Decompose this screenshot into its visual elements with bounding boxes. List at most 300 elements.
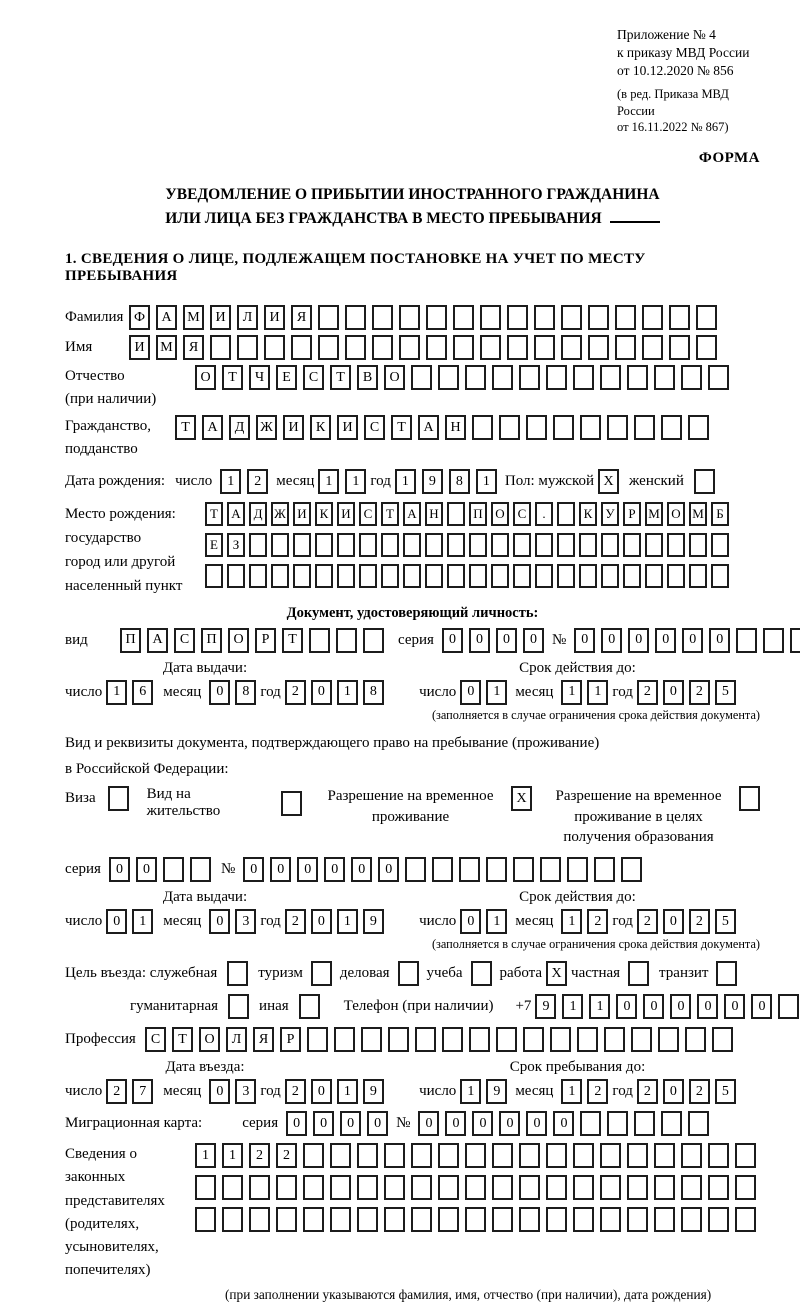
patronymic-cell[interactable]: Т bbox=[330, 365, 351, 390]
id-doc-series-cell[interactable]: 0 bbox=[442, 628, 463, 653]
representatives-cell[interactable] bbox=[222, 1175, 243, 1200]
birthplace-cell[interactable]: Р bbox=[623, 502, 641, 526]
rvp-number-cell[interactable]: 0 bbox=[297, 857, 318, 882]
stay-month-cell[interactable]: 2 bbox=[587, 1079, 608, 1104]
id-issue-day-cell[interactable]: 1 bbox=[106, 680, 127, 705]
birthplace-cell[interactable] bbox=[381, 533, 399, 557]
rvp-series-cell[interactable] bbox=[163, 857, 184, 882]
birthplace-cell[interactable]: Т bbox=[205, 502, 223, 526]
profession-cell[interactable] bbox=[685, 1027, 706, 1052]
birthplace-cell[interactable] bbox=[623, 533, 641, 557]
surname-cell[interactable] bbox=[615, 305, 636, 330]
rvp-series-cell[interactable]: 0 bbox=[136, 857, 157, 882]
birthplace-cell[interactable]: Н bbox=[425, 502, 443, 526]
id-valid-year-cell[interactable]: 2 bbox=[637, 680, 658, 705]
name-cell[interactable] bbox=[210, 335, 231, 360]
representatives-cell[interactable] bbox=[708, 1207, 729, 1232]
representatives-cell[interactable] bbox=[357, 1143, 378, 1168]
citizenship-cell[interactable]: А bbox=[202, 415, 223, 440]
representatives-cell[interactable] bbox=[438, 1207, 459, 1232]
representatives-cell[interactable]: 1 bbox=[222, 1143, 243, 1168]
representatives-cell[interactable] bbox=[303, 1207, 324, 1232]
birthplace-cell[interactable] bbox=[359, 564, 377, 588]
birthplace-cell[interactable] bbox=[711, 564, 729, 588]
rvp-number-cell[interactable]: 0 bbox=[270, 857, 291, 882]
id-valid-year-cell[interactable]: 0 bbox=[663, 680, 684, 705]
birthplace-cell[interactable]: С bbox=[513, 502, 531, 526]
citizenship-cell[interactable]: И bbox=[283, 415, 304, 440]
representatives-cell[interactable] bbox=[708, 1175, 729, 1200]
citizenship-cell[interactable]: И bbox=[337, 415, 358, 440]
id-valid-year-cell[interactable]: 2 bbox=[689, 680, 710, 705]
profession-cell[interactable] bbox=[442, 1027, 463, 1052]
name-cell[interactable] bbox=[291, 335, 312, 360]
citizenship-cell[interactable] bbox=[472, 415, 493, 440]
id-issue-year-cell[interactable]: 0 bbox=[311, 680, 332, 705]
phone-cell[interactable]: 1 bbox=[589, 994, 610, 1019]
residence-permit-checkbox-cell[interactable] bbox=[281, 791, 302, 816]
birthplace-cell[interactable] bbox=[645, 533, 663, 557]
rvp-number-cell[interactable] bbox=[486, 857, 507, 882]
birthplace-cell[interactable] bbox=[601, 564, 619, 588]
entry-day-cell[interactable]: 7 bbox=[132, 1079, 153, 1104]
surname-cell[interactable]: И bbox=[264, 305, 285, 330]
profession-cell[interactable]: Я bbox=[253, 1027, 274, 1052]
surname-cell[interactable]: Я bbox=[291, 305, 312, 330]
citizenship-cell[interactable] bbox=[580, 415, 601, 440]
id-doc-series-cell[interactable]: 0 bbox=[496, 628, 517, 653]
birthplace-cell[interactable]: К bbox=[579, 502, 597, 526]
citizenship-cell[interactable]: Т bbox=[175, 415, 196, 440]
representatives-cell[interactable]: 1 bbox=[195, 1143, 216, 1168]
id-doc-type-cell[interactable]: С bbox=[174, 628, 195, 653]
profession-cell[interactable] bbox=[415, 1027, 436, 1052]
citizenship-cell[interactable] bbox=[634, 415, 655, 440]
representatives-cell[interactable] bbox=[546, 1143, 567, 1168]
rvp-valid-month-cell[interactable]: 1 bbox=[561, 909, 582, 934]
patronymic-cell[interactable] bbox=[492, 365, 513, 390]
visa-checkbox-cell[interactable] bbox=[108, 786, 129, 811]
birthplace-cell[interactable] bbox=[359, 533, 377, 557]
rvp-edu-checkbox-cell[interactable] bbox=[739, 786, 760, 811]
purpose-business-checkbox-cell[interactable] bbox=[398, 961, 419, 986]
phone-cell[interactable]: 0 bbox=[724, 994, 745, 1019]
patronymic-cell[interactable] bbox=[573, 365, 594, 390]
profession-cell[interactable]: Л bbox=[226, 1027, 247, 1052]
representatives-cell[interactable] bbox=[438, 1143, 459, 1168]
purpose-work-checkbox-cell[interactable]: X bbox=[546, 961, 567, 986]
representatives-cell[interactable] bbox=[195, 1207, 216, 1232]
rvp-number-cell[interactable] bbox=[459, 857, 480, 882]
birthplace-cell[interactable]: Д bbox=[249, 502, 267, 526]
representatives-cell[interactable] bbox=[492, 1143, 513, 1168]
birthplace-cell[interactable]: Е bbox=[205, 533, 223, 557]
representatives-cell[interactable] bbox=[411, 1143, 432, 1168]
representatives-cell[interactable]: 2 bbox=[249, 1143, 270, 1168]
id-issue-day-cell[interactable]: 6 bbox=[132, 680, 153, 705]
birth-year-cell[interactable]: 1 bbox=[395, 469, 416, 494]
birthplace-cell[interactable]: Т bbox=[381, 502, 399, 526]
patronymic-cell[interactable] bbox=[519, 365, 540, 390]
stay-year-cell[interactable]: 5 bbox=[715, 1079, 736, 1104]
rvp-issue-year-cell[interactable]: 2 bbox=[285, 909, 306, 934]
representatives-cell[interactable] bbox=[411, 1175, 432, 1200]
profession-cell[interactable] bbox=[604, 1027, 625, 1052]
patronymic-cell[interactable] bbox=[654, 365, 675, 390]
birthplace-cell[interactable] bbox=[579, 564, 597, 588]
birthplace-cell[interactable] bbox=[667, 533, 685, 557]
surname-cell[interactable]: И bbox=[210, 305, 231, 330]
name-cell[interactable] bbox=[642, 335, 663, 360]
profession-cell[interactable] bbox=[658, 1027, 679, 1052]
representatives-cell[interactable] bbox=[627, 1175, 648, 1200]
birth-year-cell[interactable]: 9 bbox=[422, 469, 443, 494]
rvp-issue-month-cell[interactable]: 3 bbox=[235, 909, 256, 934]
representatives-cell[interactable] bbox=[465, 1143, 486, 1168]
birthplace-cell[interactable]: П bbox=[469, 502, 487, 526]
purpose-study-checkbox-cell[interactable] bbox=[471, 961, 492, 986]
birthplace-cell[interactable] bbox=[249, 564, 267, 588]
entry-year-cell[interactable]: 0 bbox=[311, 1079, 332, 1104]
migration-series-cell[interactable]: 0 bbox=[286, 1111, 307, 1136]
id-valid-month-cell[interactable]: 1 bbox=[561, 680, 582, 705]
birthplace-cell[interactable]: З bbox=[227, 533, 245, 557]
entry-year-cell[interactable]: 2 bbox=[285, 1079, 306, 1104]
representatives-cell[interactable] bbox=[600, 1175, 621, 1200]
citizenship-cell[interactable]: Т bbox=[391, 415, 412, 440]
representatives-cell[interactable] bbox=[681, 1207, 702, 1232]
id-doc-type-cell[interactable] bbox=[363, 628, 384, 653]
purpose-private-checkbox-cell[interactable] bbox=[628, 961, 649, 986]
name-cell[interactable]: Я bbox=[183, 335, 204, 360]
rvp-number-cell[interactable] bbox=[594, 857, 615, 882]
birthplace-cell[interactable] bbox=[557, 564, 575, 588]
migration-number-cell[interactable]: 0 bbox=[472, 1111, 493, 1136]
birthplace-cell[interactable]: У bbox=[601, 502, 619, 526]
representatives-cell[interactable] bbox=[600, 1207, 621, 1232]
patronymic-cell[interactable]: Ч bbox=[249, 365, 270, 390]
birthplace-cell[interactable] bbox=[425, 533, 443, 557]
stay-year-cell[interactable]: 2 bbox=[689, 1079, 710, 1104]
rvp-valid-month-cell[interactable]: 2 bbox=[587, 909, 608, 934]
surname-cell[interactable] bbox=[642, 305, 663, 330]
birthplace-cell[interactable] bbox=[293, 564, 311, 588]
name-cell[interactable] bbox=[480, 335, 501, 360]
entry-month-cell[interactable]: 3 bbox=[235, 1079, 256, 1104]
birthplace-cell[interactable]: И bbox=[337, 502, 355, 526]
profession-cell[interactable] bbox=[307, 1027, 328, 1052]
entry-day-cell[interactable]: 2 bbox=[106, 1079, 127, 1104]
phone-cell[interactable]: 0 bbox=[697, 994, 718, 1019]
id-valid-day-cell[interactable]: 0 bbox=[460, 680, 481, 705]
birthplace-cell[interactable]: К bbox=[315, 502, 333, 526]
birthplace-cell[interactable]: О bbox=[667, 502, 685, 526]
rvp-issue-year-cell[interactable]: 9 bbox=[363, 909, 384, 934]
name-cell[interactable] bbox=[561, 335, 582, 360]
birthplace-cell[interactable] bbox=[513, 564, 531, 588]
representatives-cell[interactable] bbox=[735, 1143, 756, 1168]
purpose-other-checkbox-cell[interactable] bbox=[299, 994, 320, 1019]
id-doc-type-cell[interactable]: Р bbox=[255, 628, 276, 653]
representatives-cell[interactable] bbox=[546, 1175, 567, 1200]
representatives-cell[interactable] bbox=[357, 1207, 378, 1232]
id-issue-month-cell[interactable]: 0 bbox=[209, 680, 230, 705]
profession-cell[interactable] bbox=[496, 1027, 517, 1052]
stay-day-cell[interactable]: 9 bbox=[486, 1079, 507, 1104]
profession-cell[interactable] bbox=[334, 1027, 355, 1052]
citizenship-cell[interactable] bbox=[607, 415, 628, 440]
representatives-cell[interactable] bbox=[438, 1175, 459, 1200]
patronymic-cell[interactable] bbox=[600, 365, 621, 390]
migration-series-cell[interactable]: 0 bbox=[340, 1111, 361, 1136]
representatives-cell[interactable] bbox=[681, 1175, 702, 1200]
birthplace-cell[interactable] bbox=[535, 564, 553, 588]
profession-cell[interactable] bbox=[631, 1027, 652, 1052]
rvp-checkbox-cell[interactable]: X bbox=[511, 786, 532, 811]
birthplace-cell[interactable] bbox=[227, 564, 245, 588]
birth-month-cell[interactable]: 1 bbox=[318, 469, 339, 494]
rvp-number-cell[interactable] bbox=[513, 857, 534, 882]
surname-cell[interactable] bbox=[588, 305, 609, 330]
representatives-cell[interactable] bbox=[654, 1143, 675, 1168]
profession-cell[interactable]: Т bbox=[172, 1027, 193, 1052]
id-doc-number-cell[interactable] bbox=[736, 628, 757, 653]
birthplace-cell[interactable] bbox=[447, 502, 465, 526]
representatives-cell[interactable] bbox=[573, 1143, 594, 1168]
id-doc-type-cell[interactable]: А bbox=[147, 628, 168, 653]
phone-cell[interactable]: 0 bbox=[670, 994, 691, 1019]
birthplace-cell[interactable] bbox=[447, 564, 465, 588]
birthplace-cell[interactable] bbox=[315, 533, 333, 557]
id-doc-type-cell[interactable]: П bbox=[120, 628, 141, 653]
profession-cell[interactable]: Р bbox=[280, 1027, 301, 1052]
citizenship-cell[interactable]: А bbox=[418, 415, 439, 440]
citizenship-cell[interactable] bbox=[499, 415, 520, 440]
id-issue-month-cell[interactable]: 8 bbox=[235, 680, 256, 705]
birthplace-cell[interactable] bbox=[249, 533, 267, 557]
id-doc-series-cell[interactable]: 0 bbox=[469, 628, 490, 653]
id-doc-number-cell[interactable]: 0 bbox=[655, 628, 676, 653]
birthplace-cell[interactable]: А bbox=[227, 502, 245, 526]
birth-month-cell[interactable]: 1 bbox=[345, 469, 366, 494]
phone-cell[interactable]: 0 bbox=[616, 994, 637, 1019]
birthplace-cell[interactable] bbox=[601, 533, 619, 557]
representatives-cell[interactable] bbox=[330, 1143, 351, 1168]
birthplace-cell[interactable] bbox=[315, 564, 333, 588]
citizenship-cell[interactable]: Д bbox=[229, 415, 250, 440]
birth-year-cell[interactable]: 1 bbox=[476, 469, 497, 494]
surname-cell[interactable] bbox=[669, 305, 690, 330]
birthplace-cell[interactable] bbox=[271, 564, 289, 588]
patronymic-cell[interactable] bbox=[627, 365, 648, 390]
rvp-issue-day-cell[interactable]: 1 bbox=[132, 909, 153, 934]
representatives-cell[interactable] bbox=[330, 1207, 351, 1232]
id-doc-type-cell[interactable]: О bbox=[228, 628, 249, 653]
surname-cell[interactable]: Ф bbox=[129, 305, 150, 330]
birthplace-cell[interactable]: И bbox=[293, 502, 311, 526]
birthplace-cell[interactable] bbox=[469, 564, 487, 588]
migration-number-cell[interactable] bbox=[661, 1111, 682, 1136]
birthplace-cell[interactable] bbox=[645, 564, 663, 588]
name-cell[interactable] bbox=[696, 335, 717, 360]
surname-cell[interactable] bbox=[426, 305, 447, 330]
surname-cell[interactable] bbox=[345, 305, 366, 330]
birth-day-cell[interactable]: 1 bbox=[220, 469, 241, 494]
birthplace-cell[interactable] bbox=[469, 533, 487, 557]
patronymic-cell[interactable] bbox=[438, 365, 459, 390]
representatives-cell[interactable]: 2 bbox=[276, 1143, 297, 1168]
id-valid-year-cell[interactable]: 5 bbox=[715, 680, 736, 705]
citizenship-cell[interactable]: Н bbox=[445, 415, 466, 440]
patronymic-cell[interactable]: В bbox=[357, 365, 378, 390]
rvp-number-cell[interactable] bbox=[432, 857, 453, 882]
birthplace-cell[interactable] bbox=[337, 564, 355, 588]
entry-year-cell[interactable]: 9 bbox=[363, 1079, 384, 1104]
id-issue-year-cell[interactable]: 1 bbox=[337, 680, 358, 705]
rvp-number-cell[interactable]: 0 bbox=[378, 857, 399, 882]
representatives-cell[interactable] bbox=[519, 1207, 540, 1232]
birthplace-cell[interactable] bbox=[557, 533, 575, 557]
surname-cell[interactable] bbox=[453, 305, 474, 330]
phone-cell[interactable]: 0 bbox=[643, 994, 664, 1019]
representatives-cell[interactable] bbox=[654, 1207, 675, 1232]
birthplace-cell[interactable] bbox=[513, 533, 531, 557]
representatives-cell[interactable] bbox=[276, 1175, 297, 1200]
migration-number-cell[interactable]: 0 bbox=[418, 1111, 439, 1136]
migration-number-cell[interactable]: 0 bbox=[526, 1111, 547, 1136]
name-cell[interactable]: И bbox=[129, 335, 150, 360]
birthplace-cell[interactable] bbox=[557, 502, 575, 526]
representatives-cell[interactable] bbox=[627, 1143, 648, 1168]
representatives-cell[interactable] bbox=[411, 1207, 432, 1232]
profession-cell[interactable] bbox=[712, 1027, 733, 1052]
representatives-cell[interactable] bbox=[546, 1207, 567, 1232]
id-doc-number-cell[interactable]: 0 bbox=[709, 628, 730, 653]
phone-cell[interactable]: 0 bbox=[751, 994, 772, 1019]
patronymic-cell[interactable] bbox=[465, 365, 486, 390]
birthplace-cell[interactable] bbox=[535, 533, 553, 557]
surname-cell[interactable] bbox=[561, 305, 582, 330]
birthplace-cell[interactable] bbox=[425, 564, 443, 588]
birthplace-cell[interactable]: . bbox=[535, 502, 553, 526]
citizenship-cell[interactable]: С bbox=[364, 415, 385, 440]
name-cell[interactable] bbox=[264, 335, 285, 360]
representatives-cell[interactable] bbox=[573, 1175, 594, 1200]
profession-cell[interactable] bbox=[577, 1027, 598, 1052]
surname-cell[interactable] bbox=[507, 305, 528, 330]
migration-series-cell[interactable]: 0 bbox=[313, 1111, 334, 1136]
profession-cell[interactable] bbox=[388, 1027, 409, 1052]
id-doc-type-cell[interactable]: Т bbox=[282, 628, 303, 653]
purpose-humanitarian-checkbox-cell[interactable] bbox=[228, 994, 249, 1019]
id-doc-type-cell[interactable] bbox=[309, 628, 330, 653]
name-cell[interactable] bbox=[318, 335, 339, 360]
rvp-issue-month-cell[interactable]: 0 bbox=[209, 909, 230, 934]
migration-number-cell[interactable] bbox=[607, 1111, 628, 1136]
representatives-cell[interactable] bbox=[519, 1175, 540, 1200]
profession-cell[interactable]: С bbox=[145, 1027, 166, 1052]
citizenship-cell[interactable]: К bbox=[310, 415, 331, 440]
patronymic-cell[interactable] bbox=[411, 365, 432, 390]
representatives-cell[interactable] bbox=[222, 1207, 243, 1232]
rvp-valid-year-cell[interactable]: 5 bbox=[715, 909, 736, 934]
id-doc-number-cell[interactable]: 0 bbox=[628, 628, 649, 653]
id-valid-day-cell[interactable]: 1 bbox=[486, 680, 507, 705]
representatives-cell[interactable] bbox=[303, 1143, 324, 1168]
name-cell[interactable] bbox=[372, 335, 393, 360]
profession-cell[interactable] bbox=[469, 1027, 490, 1052]
entry-month-cell[interactable]: 0 bbox=[209, 1079, 230, 1104]
representatives-cell[interactable] bbox=[276, 1207, 297, 1232]
phone-cell[interactable]: 1 bbox=[562, 994, 583, 1019]
birthplace-cell[interactable] bbox=[205, 564, 223, 588]
id-doc-type-cell[interactable]: П bbox=[201, 628, 222, 653]
id-doc-number-cell[interactable] bbox=[763, 628, 784, 653]
citizenship-cell[interactable] bbox=[661, 415, 682, 440]
name-cell[interactable] bbox=[507, 335, 528, 360]
id-valid-month-cell[interactable]: 1 bbox=[587, 680, 608, 705]
stay-day-cell[interactable]: 1 bbox=[460, 1079, 481, 1104]
representatives-cell[interactable] bbox=[357, 1175, 378, 1200]
birthplace-cell[interactable] bbox=[689, 564, 707, 588]
patronymic-cell[interactable] bbox=[546, 365, 567, 390]
rvp-number-cell[interactable]: 0 bbox=[324, 857, 345, 882]
name-cell[interactable] bbox=[453, 335, 474, 360]
rvp-valid-year-cell[interactable]: 2 bbox=[689, 909, 710, 934]
patronymic-cell[interactable]: Т bbox=[222, 365, 243, 390]
id-doc-series-cell[interactable]: 0 bbox=[523, 628, 544, 653]
sex-female-checkbox-cell[interactable] bbox=[694, 469, 715, 494]
citizenship-cell[interactable] bbox=[553, 415, 574, 440]
surname-cell[interactable] bbox=[318, 305, 339, 330]
id-issue-year-cell[interactable]: 8 bbox=[363, 680, 384, 705]
name-cell[interactable] bbox=[426, 335, 447, 360]
rvp-issue-day-cell[interactable]: 0 bbox=[106, 909, 127, 934]
representatives-cell[interactable] bbox=[249, 1207, 270, 1232]
rvp-valid-day-cell[interactable]: 1 bbox=[486, 909, 507, 934]
migration-number-cell[interactable]: 0 bbox=[499, 1111, 520, 1136]
birthplace-cell[interactable]: А bbox=[403, 502, 421, 526]
id-issue-year-cell[interactable]: 2 bbox=[285, 680, 306, 705]
entry-year-cell[interactable]: 1 bbox=[337, 1079, 358, 1104]
name-cell[interactable] bbox=[534, 335, 555, 360]
citizenship-cell[interactable]: Ж bbox=[256, 415, 277, 440]
birthplace-cell[interactable]: О bbox=[491, 502, 509, 526]
id-doc-number-cell[interactable] bbox=[790, 628, 800, 653]
representatives-cell[interactable] bbox=[330, 1175, 351, 1200]
name-cell[interactable] bbox=[669, 335, 690, 360]
profession-cell[interactable] bbox=[523, 1027, 544, 1052]
rvp-number-cell[interactable] bbox=[567, 857, 588, 882]
birthplace-cell[interactable] bbox=[337, 533, 355, 557]
representatives-cell[interactable] bbox=[627, 1207, 648, 1232]
rvp-number-cell[interactable]: 0 bbox=[243, 857, 264, 882]
representatives-cell[interactable] bbox=[600, 1143, 621, 1168]
name-cell[interactable] bbox=[588, 335, 609, 360]
sex-male-checkbox-cell[interactable]: X bbox=[598, 469, 619, 494]
representatives-cell[interactable] bbox=[195, 1175, 216, 1200]
purpose-tourism-checkbox-cell[interactable] bbox=[311, 961, 332, 986]
surname-cell[interactable]: А bbox=[156, 305, 177, 330]
representatives-cell[interactable] bbox=[384, 1207, 405, 1232]
representatives-cell[interactable] bbox=[492, 1175, 513, 1200]
surname-cell[interactable] bbox=[534, 305, 555, 330]
patronymic-cell[interactable] bbox=[708, 365, 729, 390]
profession-cell[interactable]: О bbox=[199, 1027, 220, 1052]
id-doc-number-cell[interactable]: 0 bbox=[574, 628, 595, 653]
migration-number-cell[interactable]: 0 bbox=[553, 1111, 574, 1136]
profession-cell[interactable] bbox=[361, 1027, 382, 1052]
